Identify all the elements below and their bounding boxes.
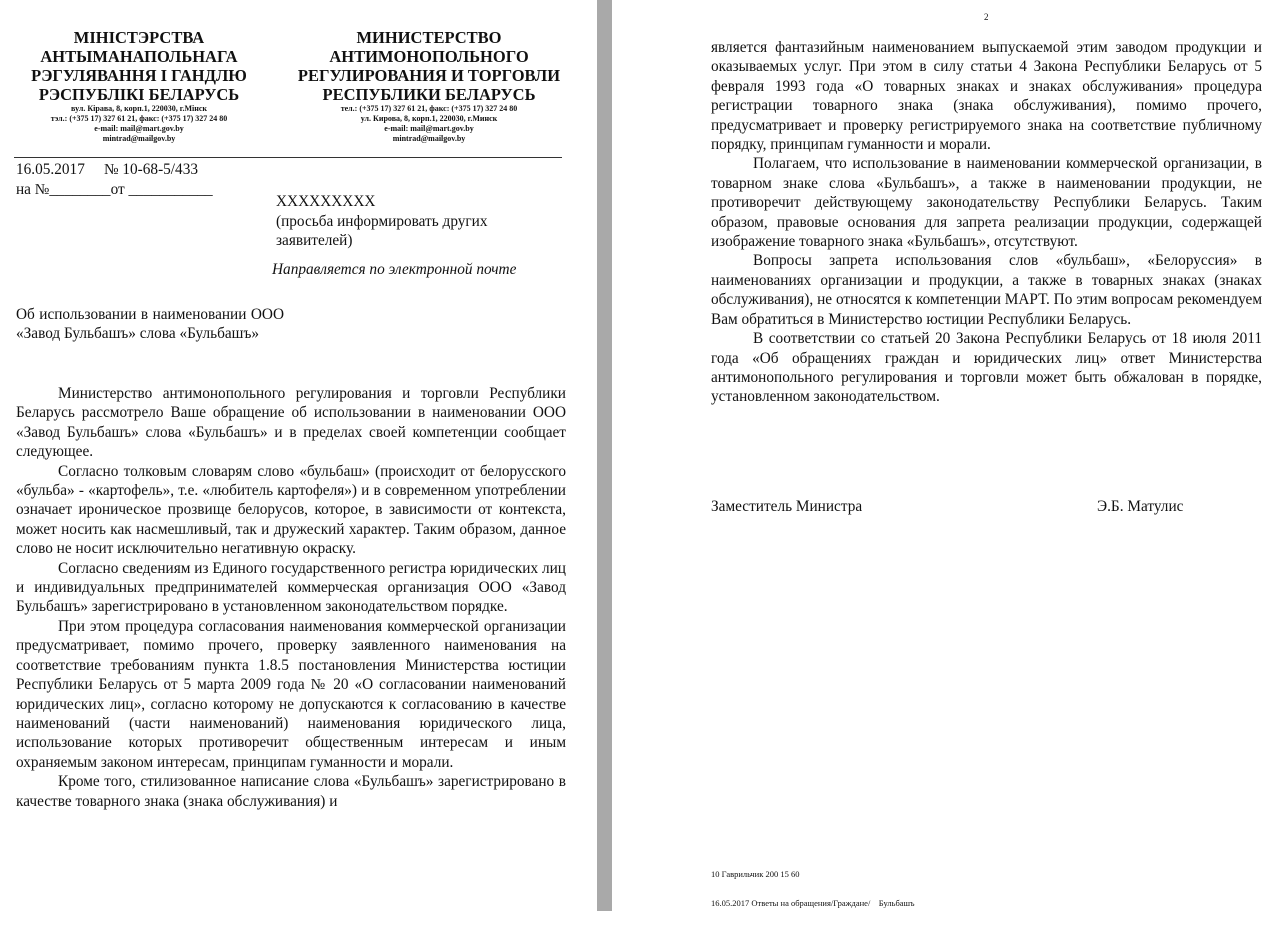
letterhead-title-line: РЕСПУБЛИКИ БЕЛАРУСЬ [322, 85, 536, 104]
delivery-note: Направляется по электронной почте [272, 261, 517, 278]
paragraph: Согласно толковым словарям слово «бульбаш» (происходит от белорусского «бульба» - «картофель», т.е. «любитель картофеля») и в современном употреблении означает ироническое прозвище белорусов, которое, в зависимости от контекста, может носить как насмешливый, так и дружеский характер. Таким образом, данное слово не носит исключительно негативную окраску. [16, 462, 566, 558]
document-page-1 [0, 0, 597, 911]
letterhead-title-line: МIНIСТЭРСТВА [73, 28, 205, 47]
letterhead-belarusian [20, 28, 258, 144]
paragraph: В соответствии со статьей 20 Закона Республики Беларусь от 18 июля 2011 года «Об обращениях граждан и юридических лиц» ответ Министерства антимонопольного регулирования и торговли может быть обжалован в порядке, установленном законодательством. [711, 330, 1262, 406]
letterhead-address: вул. Кiрава, 8, корп.1, 220030, г.Мiнск [71, 104, 207, 113]
document-date-number: 16.05.2017 № 10-68-5/433 [16, 161, 199, 178]
letterhead-title-line: РЭСПУБЛIКI БЕЛАРУСЬ [38, 85, 240, 104]
letterhead-address: ул. Кирова, 8, корп.1, 220030, г.Минск [360, 114, 498, 123]
body-text [711, 38, 1262, 407]
letterhead-divider [14, 157, 562, 158]
body-text [16, 384, 566, 811]
letterhead-title-line: АНТЫМАНАПОЛЬНАГА [40, 47, 238, 66]
letterhead-email: mintrad@mailgov.by [102, 134, 176, 143]
document-footer [711, 851, 915, 927]
letterhead-phone: тел.: (+375 17) 327 61 21, факс: (+375 17) 327 24 80 [340, 104, 518, 113]
paragraph: Кроме того, стилизованное написание слова «Бульбашъ» зарегистрировано в качестве товарного знака (знака обслуживания) и [16, 773, 566, 810]
footer-line: 16.05.2017 Ответы на обращения/Граждане/ Бульбашъ [711, 897, 915, 908]
subject-text: Об использовании в наименовании ООО «Завод Бульбашъ» слова «Бульбашъ» [16, 306, 284, 343]
subject [16, 305, 284, 344]
letterhead-phone: тэл.: (+375 17) 327 61 21, факс: (+375 17) 327 24 80 [50, 114, 228, 123]
letterhead-russian [290, 28, 568, 144]
letterhead-email: e-mail: mail@mart.gov.by [94, 124, 184, 133]
paragraph: При этом процедура согласования наименования коммерческой организации предусматривает, помимо прочего, проверку заявленного наименования на соответствие требованиям пункта 1.8.5 постановления Министерства юстиции Республики Беларусь от 5 марта 2009 года № 20 «О согласовании наименований юридических лиц», согласно которому не допускаются к согласованию в качестве наименований (части наименований) наименования юридического лица, использование которых противоречит общественным интересам и иным охраняемым законом интересам, принципам гуманности и морали. [16, 617, 566, 771]
paragraph: Полагаем, что использование в наименовании коммерческой организации, в товарном знаке слова «Бульбашъ», а также в наименовании продукции, не противоречит действующему законодательству Республики Беларусь. Таким образом, правовые основания для запрета реализации продукции, содержащей изображение товарного знака «Бульбашъ», отсутствуют. [711, 155, 1262, 251]
page-number: 2 [984, 12, 989, 22]
signer-name: Э.Б. Матулис [1097, 498, 1184, 515]
document-page-2 [612, 0, 1280, 911]
footer-line: 10 Гаврильчик 200 15 60 [711, 869, 800, 879]
paragraph: Вопросы запрета использования слов «бульбаш», «Белоруссия» в наименованиях организации и продукции, а также в товарных знаках (знаках обслуживания), не относятся к компетенции МАРТ. По этим вопросам рекомендуем Вам обратиться в Министерство юстиции Республики Беларусь. [711, 252, 1262, 328]
letterhead-title-line: РЕГУЛИРОВАНИЯ И ТОРГОВЛИ [297, 66, 561, 85]
addressee: XXXXXXXXX [276, 193, 376, 210]
paragraph: Министерство антимонопольного регулирования и торговли Республики Беларусь рассмотрело Ваше обращение об использовании в наименовании ООО «Завод Бульбашъ» слова «Бульбашъ» и в пределах своей компетенции сообщает следующее. [16, 385, 566, 461]
signer-title: Заместитель Министра [711, 498, 863, 515]
reference-line: на №________от ___________ [16, 181, 213, 198]
paragraph: является фантазийным наименованием выпускаемой этим заводом продукции и оказываемых услуг. При этом в силу статьи 4 Закона Республики Беларусь от 5 февраля 1993 года «О товарных знаках и знаках обслуживания» процедура регистрации товарного знака (знака обслуживания), помимо прочего, предусматривает и проверку регистрируемого знака на соответствие публичному порядку, принципам гуманности и морали. [711, 39, 1262, 154]
page-gutter [597, 0, 612, 911]
letterhead-email: mintrad@mailgov.by [392, 134, 466, 143]
letterhead-title-line: АНТИМОНОПОЛЬНОГО [329, 47, 529, 66]
letterhead-email: e-mail: mail@mart.gov.by [384, 124, 474, 133]
letterhead-title-line: РЭГУЛЯВАННЯ I ГАНДЛЮ [31, 66, 247, 85]
paragraph: Согласно сведениям из Единого государственного регистра юридических лиц и индивидуальных предпринимателей коммерческая организация ООО «Завод Бульбашъ» зарегистрировано в установленном законодательством порядке. [16, 559, 566, 616]
addressee-note: (просьба информировать других заявителей) [276, 213, 488, 250]
letterhead-title-line: МИНИСТЕРСТВО [356, 28, 502, 47]
